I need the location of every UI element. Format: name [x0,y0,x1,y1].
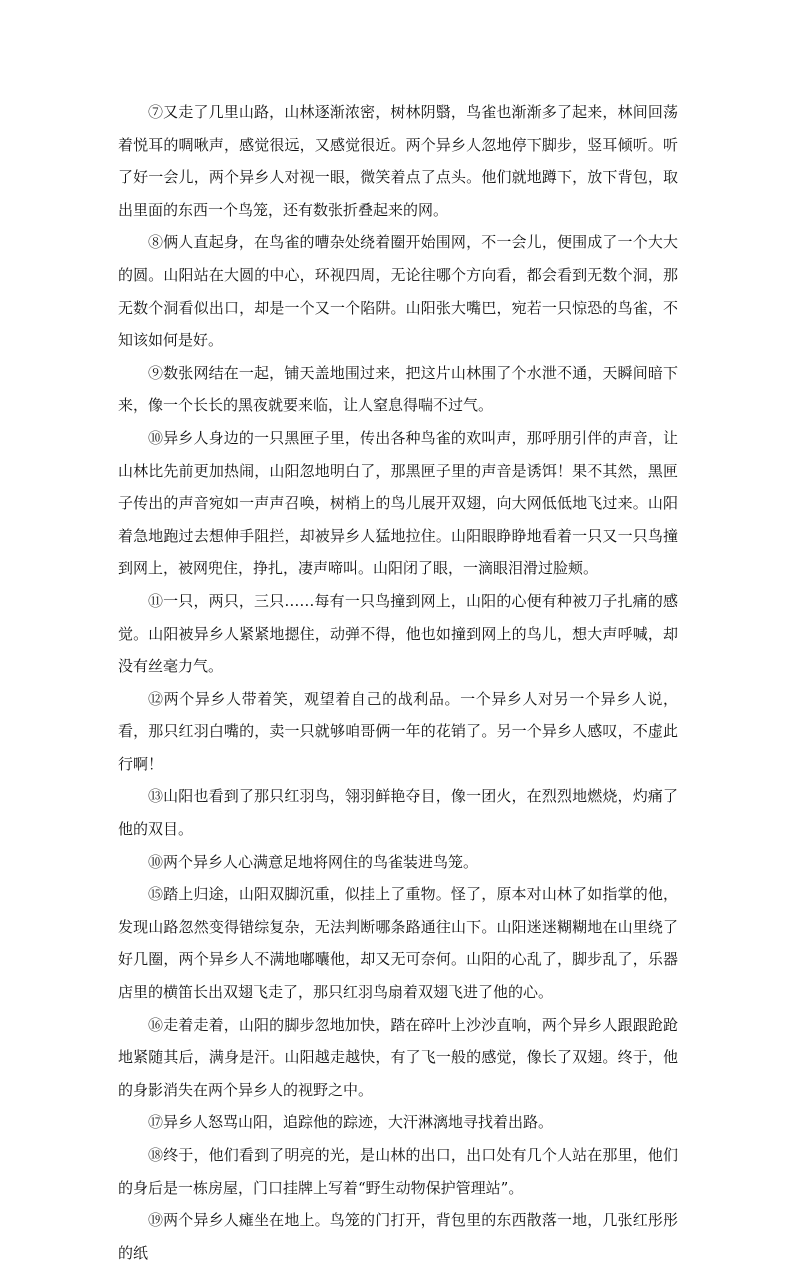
paragraph-18: ⑱终于，他们看到了明亮的光，是山林的出口，出口处有几个人站在那里，他们的身后是一栋房屋，门口挂牌上写着“野生动物保护管理站”。 [118,1146,678,1197]
paragraph-16: ⑯走着走着，山阳的脚步忽地加快，踏在碎叶上沙沙直响，两个异乡人跟跟跄跄地紧随其后，满身是汗。山阳越走越快，有了飞一般的感觉，像长了双翅。终于，他的身影消失在两个异乡人的视野之中。 [118,1015,678,1099]
paragraph-13: ⑬山阳也看到了那只红羽鸟，翎羽鲜艳夺目，像一团火，在烈烈地燃烧，灼痛了他的双目。 [118,787,678,839]
paragraph-9: ⑨数张网结在一起，铺天盖地围过来，把这片山林围了个水泄不通，天瞬间暗下来，像一个长长的黑夜就要来临，让人窒息得喘不过气。 [118,363,678,415]
paragraph-17: ⑰异乡人怒骂山阳，追踪他的踪迹，大汗淋漓地寻找着出路。 [148,1113,554,1132]
paragraph-11: ⑪一只，两只，三只……每有一只鸟撞到网上，山阳的心便有种被刀子扎痛的感觉。山阳被异乡人紧紧地摁住，动弹不得，他也如撞到网上的鸟儿，想大声呼喊，却没有丝毫力气。 [118,591,678,676]
paragraph-14: ⑩两个异乡人心满意足地将网住的鸟雀装进鸟笼。 [148,852,479,871]
paragraph-10: ⑩异乡人身边的一只黑匣子里，传出各种鸟雀的欢叫声，那呼朋引伴的声音，让山林比先前更加热闹，山阳忽地明白了，那黑匣子里的声音是诱饵！果不其然，黑匣子传出的声音宛如一声声召唤，树梢上的鸟儿展开双翅，向大网低低地飞过来。山阳着急地跑过去想伸手阻拦，却被异乡人猛地拉住。山阳眼睁睁地看着一只又一只鸟撞到网上，被网兜住，挣扎，凄声啼叫。山阳闭了眼，一滴眼泪滑过脸颊。 [118,428,678,578]
paragraph-19: ⑲两个异乡人瘫坐在地上。鸟笼的门打开，背包里的东西散落一地，几张红彤彤的纸 [118,1211,678,1262]
document-body [118,96,678,1269]
paragraph-8: ⑧俩人直起身，在鸟雀的嘈杂处绕着圈开始围网，不一会儿，便围成了一个大大的圆。山阳站在大圆的中心，环视四周，无论往哪个方向看，都会看到无数个洞，那无数个洞看似出口，却是一个又一个陷阱。山阳张大嘴巴，宛若一只惊恐的鸟雀，不知该如何是好。 [118,233,678,350]
paragraph-7: ⑦又走了几里山路，山林逐渐浓密，树林阴翳，鸟雀也渐渐多了起来，林间回荡着悦耳的啁啾声，感觉很远，又感觉很近。两个异乡人忽地停下脚步，竖耳倾听。听了好一会儿，两个异乡人对视一眼，微笑着点了点头。他们就地蹲下，放下背包，取出里面的东西一个鸟笼，还有数张折叠起来的网。 [118,103,678,219]
paragraph-12: ⑫两个异乡人带着笑，观望着自己的战利品。一个异乡人对另一个异乡人说，看，那只红羽白嘴的，卖一只就够咱哥俩一年的花销了。另一个异乡人感叹，不虚此行啊！ [118,689,678,773]
paragraph-15: ⑮踏上归途，山阳双脚沉重，似挂上了重物。怪了，原本对山林了如指掌的他，发现山路忽然变得错综复杂，无法判断哪条路通往山下。山阳迷迷糊糊地在山里绕了好几圈，两个异乡人不满地嘟囔他，却又无可奈何。山阳的心乱了，脚步乱了，乐器店里的横笛长出双翅飞走了，那只红羽鸟扇着双翅飞进了他的心。 [118,885,678,1002]
